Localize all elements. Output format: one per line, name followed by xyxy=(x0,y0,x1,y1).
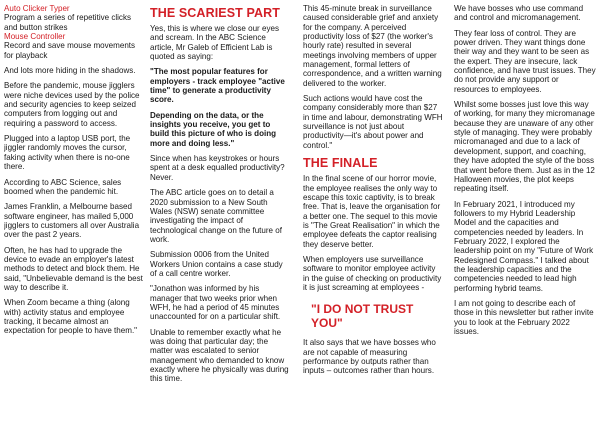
quote-bold: Depending on the data, or the insights you receive, you get to build this picture of who is doing more and doing less." xyxy=(150,110,277,148)
paragraph: Often, he has had to upgrade the device to evade an employer's latest methods to detect and block them. He said, "Unbelievable demand is the best way to describe it. xyxy=(4,245,143,292)
paragraph: Unable to remember exactly what he was doing that particular day; the matter was escalated to senior management who demanded to know exactly where he physically was during this time. xyxy=(150,327,289,384)
column-2 xyxy=(150,4,291,424)
tool-name-mouse-controller: Mouse Controller xyxy=(4,32,66,42)
paragraph: They fear loss of control. They are power driven. They want things done their way and they want to be seen as the expert. They are insecure, lack confidence, and have trust issues. They do not provide any support or resources to employees. xyxy=(454,28,596,94)
column-1 xyxy=(4,4,143,424)
paragraph: According to ABC Science, sales boomed when the pandemic hit. xyxy=(4,177,122,196)
tool-name-auto-clicker: Auto Clicker Typer xyxy=(4,4,70,13)
paragraph: Since when has keystrokes or hours spent at a desk equalled productivity? Never. xyxy=(150,154,285,182)
paragraph: Before the pandemic, mouse jigglers were niche devices used by the police and security agencies to keep seized computers from logging out and requiring a password to access. xyxy=(4,81,140,128)
paragraph: The ABC article goes on to detail a 2020 submission to a New South Wales (NSW) senate committee investigating the impact of technological change on the future of work. xyxy=(150,188,282,244)
paragraph: Whilst some bosses just love this way of working, for many they micromanage because they are unaware of any other style of managing. They were probably micromanaged and due to a lack of development, support, and coaching, they have adopted the style of the boss that went before them. Just as in the 12 Halloween movies, the plot keeps repeating itself. xyxy=(454,100,595,194)
section-heading-finale: THE FINALE xyxy=(303,156,378,171)
paragraph: Plugged into a laptop USB port, the jiggler randomly moves the cursor, faking activity when there is no-one there. xyxy=(4,134,131,172)
tool-desc-auto-clicker: Program a series of repetitive clicks and button strikes xyxy=(4,13,132,32)
pull-quote: "I DO NOT TRUST YOU" xyxy=(311,302,414,331)
column-4 xyxy=(454,4,596,424)
paragraph: When employers use surveillance software to monitor employee activity in the guise of checking on productivity it is just screaming at employees - xyxy=(303,254,442,292)
paragraph: This 45-minute break in surveillance caused considerable grief and anxiety for the company. A perceived productivity loss of $27 (the worker's hourly rate) resulted in several meetings involving members of upper management, formal letters of correspondence, and a written warning delivered to the worker. xyxy=(303,4,442,88)
paragraph: Such actions would have cost the company considerably more than $27 in time and labour, demonstrating WFH surveillance is not just about productivity—it's about power and control." xyxy=(303,94,443,150)
column-3 xyxy=(303,4,443,424)
paragraph: "Jonathon was informed by his manager that two weeks prior when WFH, he had a period of 45 minutes unaccounted for on a particular shift. xyxy=(150,284,281,322)
paragraph: It also says that we have bosses who are not capable of measuring performance by outputs rather than inputs – outcomes rather than hours. xyxy=(303,338,436,376)
paragraph: Submission 0006 from the United Workers Union contains a case study of a call centre worker. xyxy=(150,250,283,278)
tool-desc-mouse-controller: Record and save mouse movements for playback xyxy=(4,41,136,60)
paragraph: James Franklin, a Melbourne based software engineer, has mailed 5,000 jigglers to customers all over Australia over the past 2 years. xyxy=(4,202,140,240)
paragraph: I am not going to describe each of those in this newsletter but rather invite you to look at the February 2022 issues. xyxy=(454,298,594,336)
paragraph: In February 2021, I introduced my followers to my Hybrid Leadership Model and the capacities and competencies needed by leaders. In February 2022, I explored the leadership point on my "Future of Work Redesigned Compass." I talked about the leadership capacities and the competencies needed to lead high performing hybrid teams. xyxy=(454,199,594,293)
quote-bold: "The most popular features for employers - track employee "active time" to generate a productivity score. xyxy=(150,67,285,105)
paragraph: Yes, this is where we close our eyes and scream. In the ABC Science article, Mr Galeb of Efficient Lab is quoted as saying: xyxy=(150,24,279,62)
paragraph: We have bosses who use command and control and micromanagement. xyxy=(454,4,584,23)
paragraph: In the final scene of our horror movie, the employee realises the only way to escape this toxic captivity, is to break free. That is, leave the organisation for a better one. The sequel to this movie is "The Great Realisation" in which the employee defeats the captor realising they deserve better. xyxy=(303,174,441,249)
paragraph: And lots more hiding in the shadows. xyxy=(4,66,136,76)
tool-list xyxy=(4,4,143,60)
section-heading-scariest-part: THE SCARIEST PART xyxy=(150,6,280,20)
paragraph: When Zoom became a thing (along with) activity status and employee tracking, it became almost an expectation for people to have them." xyxy=(4,298,138,336)
